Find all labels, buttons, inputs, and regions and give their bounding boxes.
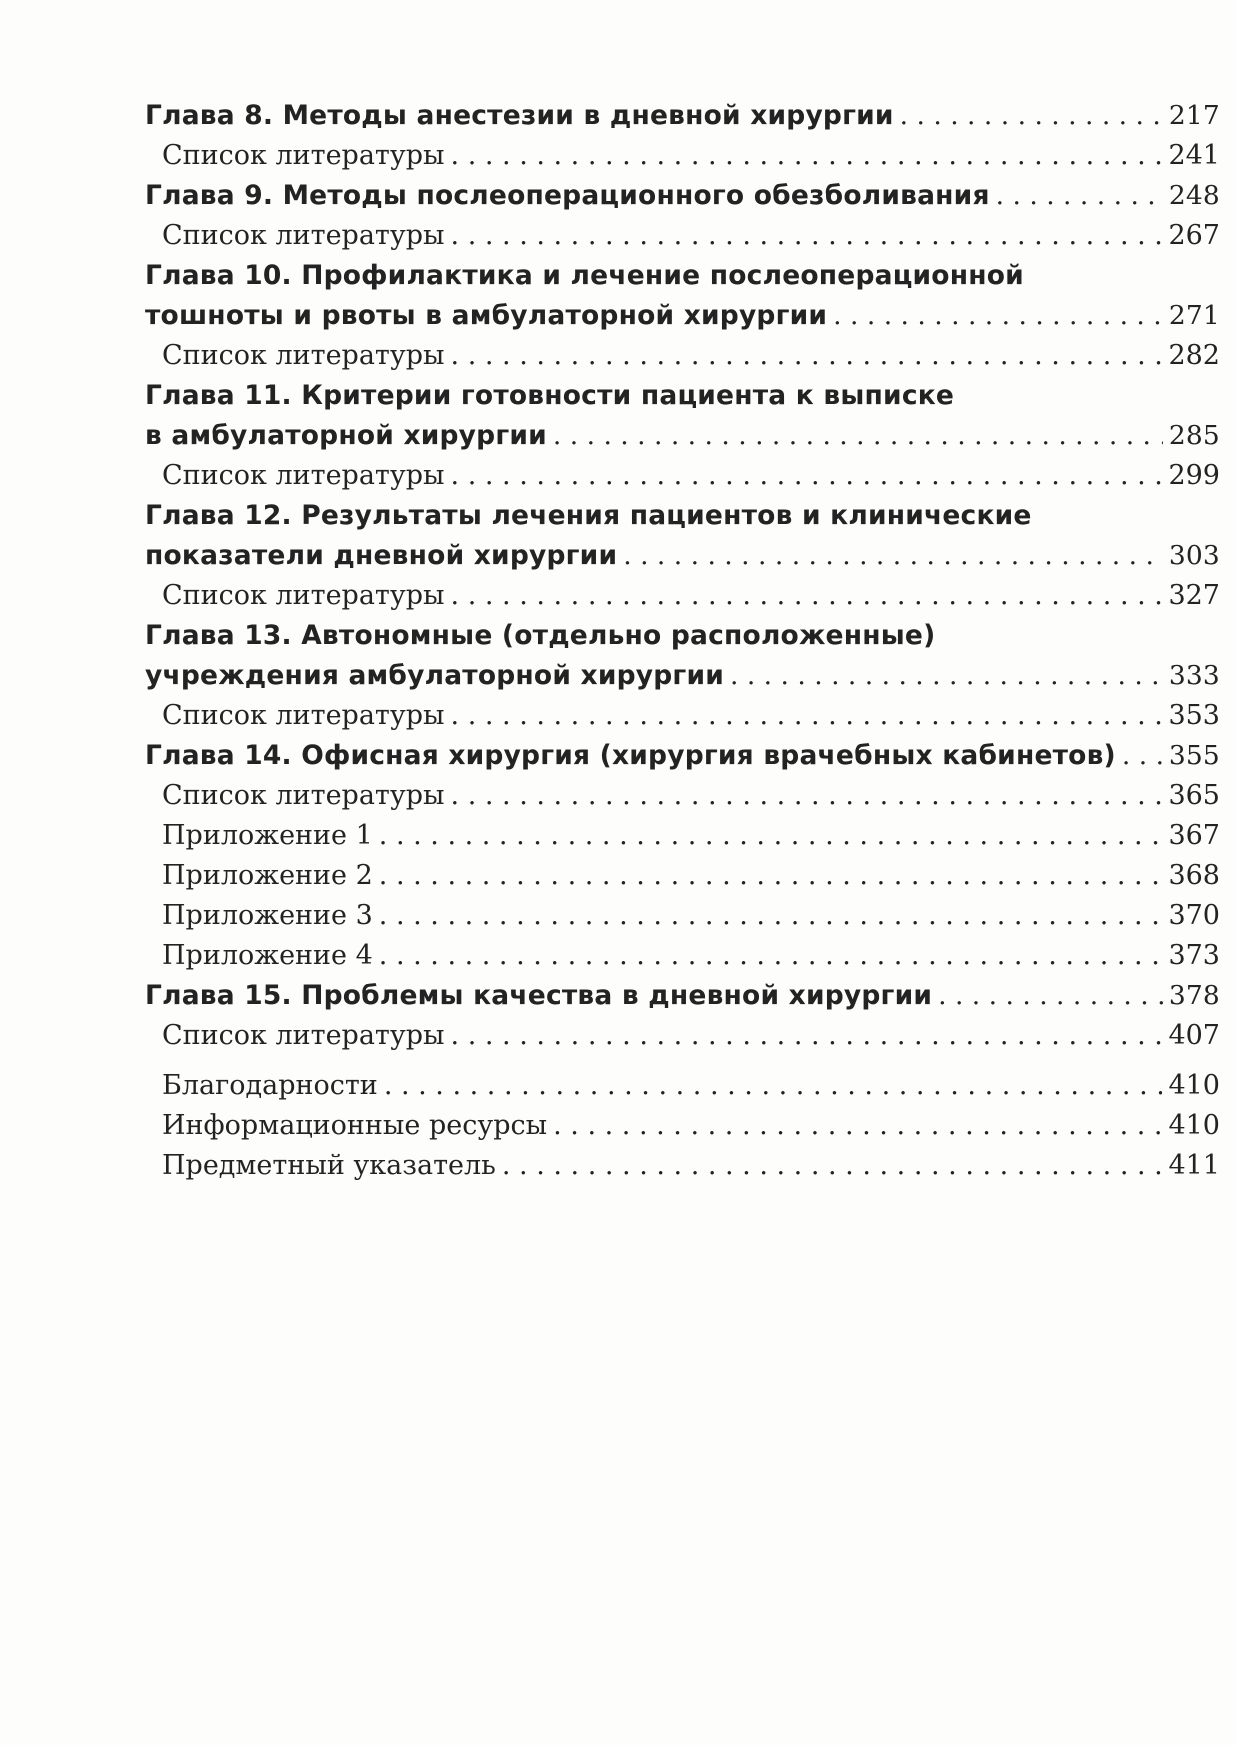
- toc-entry-title: Список литературы: [162, 700, 445, 731]
- toc-entry-line: [162, 1106, 1220, 1146]
- toc-subentry: [145, 1146, 1220, 1186]
- toc-page-number: 241: [1168, 140, 1220, 171]
- toc-entry-line: [145, 416, 1220, 456]
- toc-entry-title: Список литературы: [162, 140, 445, 171]
- toc-chapter-entry: [145, 376, 1220, 456]
- toc-entry-title: Список литературы: [162, 780, 445, 811]
- toc-entry-title: Приложение 4: [162, 940, 373, 971]
- toc-entry-title: Глава 9. Методы послеоперационного обезболивания: [145, 180, 990, 211]
- toc-subentry: [145, 576, 1220, 616]
- toc-entry-title: Приложение 1: [162, 820, 373, 851]
- toc-page-number: 303: [1168, 540, 1220, 571]
- toc-entry-title: Глава 11. Критерии готовности пациента к выписке: [145, 380, 955, 411]
- toc-entry-title: Глава 12. Результаты лечения пациентов и клинические: [145, 500, 1032, 531]
- dot-leader: [996, 176, 1163, 216]
- toc-page-number: 367: [1168, 820, 1220, 851]
- dot-leader: [553, 1106, 1162, 1146]
- toc-page-number: 299: [1168, 460, 1220, 491]
- toc-page-number: 285: [1168, 420, 1220, 451]
- toc-entry-line: [145, 616, 1220, 656]
- toc-subentry: [145, 1016, 1220, 1056]
- toc-page-number: 248: [1168, 180, 1220, 211]
- toc-entry-title: Приложение 2: [162, 860, 373, 891]
- toc-entry-line: [145, 496, 1220, 536]
- toc-chapter-entry: [145, 176, 1220, 216]
- toc-entry-title: Глава 10. Профилактика и лечение послеоперационной: [145, 260, 1024, 291]
- dot-leader: [730, 656, 1163, 696]
- toc-entry-title: Информационные ресурсы: [162, 1110, 548, 1141]
- toc-chapter-entry: [145, 736, 1220, 776]
- toc-chapter-entry: [145, 616, 1220, 696]
- toc-entry-line: [145, 736, 1220, 776]
- toc-page-number: 267: [1168, 220, 1220, 251]
- dot-leader: [1122, 736, 1163, 776]
- toc-entry-line: [162, 336, 1220, 376]
- dot-leader: [379, 816, 1163, 856]
- toc-entry-line: [162, 1016, 1220, 1056]
- toc-chapter-entry: [145, 256, 1220, 336]
- toc-chapter-entry: [145, 496, 1220, 576]
- toc-entry-line: [145, 376, 1220, 416]
- dot-leader: [900, 96, 1163, 136]
- toc-entry-line: [162, 696, 1220, 736]
- toc-entry-title: Глава 14. Офисная хирургия (хирургия врачебных кабинетов): [145, 740, 1116, 771]
- toc-entry-line: [162, 1066, 1220, 1106]
- toc-page-number: 333: [1168, 660, 1220, 691]
- dot-leader: [379, 936, 1163, 976]
- toc-entry-line: [145, 96, 1220, 136]
- dot-leader: [451, 136, 1163, 176]
- dot-leader: [451, 336, 1163, 376]
- toc-page-number: 217: [1168, 100, 1220, 131]
- toc-subentry: [145, 776, 1220, 816]
- toc-subentry: [145, 936, 1220, 976]
- toc-entry-title: Список литературы: [162, 580, 445, 611]
- toc-subentry: [145, 1106, 1220, 1146]
- toc-subentry: [145, 336, 1220, 376]
- toc-page-number: 411: [1168, 1150, 1220, 1181]
- toc-subentry: [145, 696, 1220, 736]
- table-of-contents: [145, 96, 1220, 1186]
- dot-leader: [379, 856, 1163, 896]
- toc-page-number: 368: [1168, 860, 1220, 891]
- toc-entry-title: Список литературы: [162, 220, 445, 251]
- dot-leader: [379, 896, 1163, 936]
- toc-entry-line: [145, 176, 1220, 216]
- toc-page-number: 355: [1168, 740, 1220, 771]
- toc-entry-line: [162, 576, 1220, 616]
- dot-leader: [451, 576, 1163, 616]
- dot-leader: [553, 416, 1163, 456]
- toc-subentry: [145, 856, 1220, 896]
- toc-page-number: 378: [1168, 980, 1220, 1011]
- toc-page-number: 373: [1168, 940, 1220, 971]
- toc-page-number: 410: [1168, 1070, 1220, 1101]
- dot-leader: [451, 456, 1163, 496]
- toc-page-number: 407: [1168, 1020, 1220, 1051]
- toc-entry-title: учреждения амбулаторной хирургии: [145, 660, 724, 691]
- toc-entry-line: [145, 656, 1220, 696]
- toc-entry-line: [162, 936, 1220, 976]
- toc-entry-title: Приложение 3: [162, 900, 373, 931]
- toc-entry-line: [145, 256, 1220, 296]
- toc-page-number: 365: [1168, 780, 1220, 811]
- toc-subentry: [145, 456, 1220, 496]
- dot-leader: [833, 296, 1163, 336]
- toc-entry-line: [162, 456, 1220, 496]
- dot-leader: [938, 976, 1163, 1016]
- toc-page-number: 282: [1168, 340, 1220, 371]
- toc-entry-line: [162, 856, 1220, 896]
- toc-entry-line: [145, 536, 1220, 576]
- toc-entry-title: тошноты и рвоты в амбулаторной хирургии: [145, 300, 828, 331]
- toc-entry-title: Глава 15. Проблемы качества в дневной хирургии: [145, 980, 933, 1011]
- toc-entry-line: [162, 896, 1220, 936]
- toc-page-number: 410: [1168, 1110, 1220, 1141]
- dot-leader: [502, 1146, 1163, 1186]
- toc-subentry: [145, 816, 1220, 856]
- toc-entry-title: Глава 8. Методы анестезии в дневной хирургии: [145, 100, 894, 131]
- dot-leader: [384, 1066, 1163, 1106]
- toc-entry-title: Предметный указатель: [162, 1150, 496, 1181]
- toc-entry-title: в амбулаторной хирургии: [145, 420, 547, 451]
- toc-subentry: [145, 216, 1220, 256]
- toc-page-number: 327: [1168, 580, 1220, 611]
- toc-entry-line: [145, 976, 1220, 1016]
- toc-subentry: [145, 136, 1220, 176]
- dot-leader: [451, 1016, 1163, 1056]
- toc-entry-line: [162, 1146, 1220, 1186]
- toc-subentry: [145, 1066, 1220, 1106]
- toc-page-number: 271: [1168, 300, 1220, 331]
- toc-chapter-entry: [145, 976, 1220, 1016]
- toc-entry-title: Список литературы: [162, 1020, 445, 1051]
- toc-entry-line: [162, 776, 1220, 816]
- toc-page-number: 353: [1168, 700, 1220, 731]
- toc-chapter-entry: [145, 96, 1220, 136]
- toc-entry-title: Благодарности: [162, 1070, 378, 1101]
- dot-leader: [451, 696, 1163, 736]
- toc-page-number: 370: [1168, 900, 1220, 931]
- toc-entry-title: Глава 13. Автономные (отдельно расположенные): [145, 620, 936, 651]
- dot-leader: [451, 776, 1163, 816]
- toc-entry-title: Список литературы: [162, 460, 445, 491]
- toc-subentry: [145, 896, 1220, 936]
- toc-entry-title: показатели дневной хирургии: [145, 540, 618, 571]
- toc-entry-line: [145, 296, 1220, 336]
- dot-leader: [451, 216, 1163, 256]
- toc-entry-line: [162, 136, 1220, 176]
- dot-leader: [623, 536, 1163, 576]
- toc-entry-title: Список литературы: [162, 340, 445, 371]
- toc-entry-line: [162, 216, 1220, 256]
- toc-entry-line: [162, 816, 1220, 856]
